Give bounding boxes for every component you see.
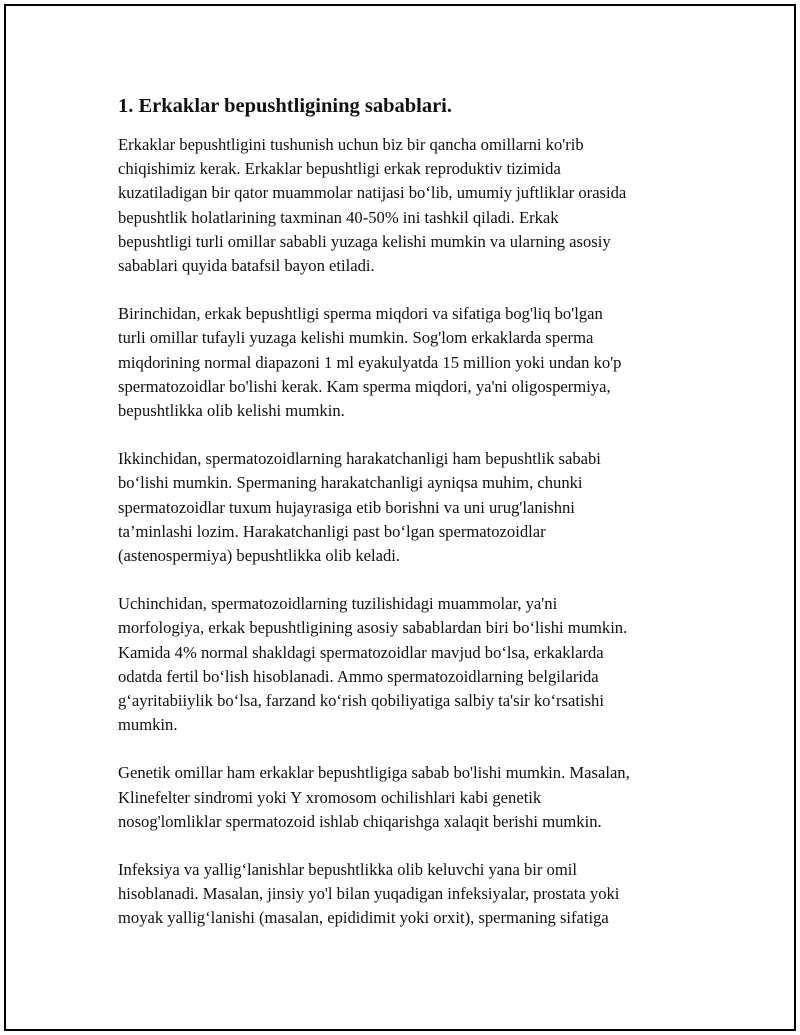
text-line: Birinchidan, erkak bepushtligi sperma miqdori va sifatiga bog'liq bo'lgan (118, 304, 603, 324)
text-line: bepushtlikka olib kelishi mumkin. (118, 401, 345, 421)
text-line: kuzatiladigan bir qator muammolar natijasi bo‘lib, umumiy juftliklar orasida (118, 183, 627, 203)
text-line: bo‘lishi mumkin. Spermaning harakatchanligi ayniqsa muhim, chunki (118, 473, 583, 493)
text-line: bepushtligi turli omillar sababli yuzaga kelishi mumkin va ularning asosiy (118, 231, 611, 251)
text-line: Uchinchidan, spermatozoidlarning tuzilishidagi muammolar, ya'ni (118, 594, 558, 614)
text-line: morfologiya, erkak bepushtligining asosiy sabablardan biri bo‘lishi mumkin. (118, 618, 628, 638)
paragraph (118, 761, 718, 834)
paragraph (118, 302, 718, 423)
text-line: (astenospermiya) bepushtlikka olib keladi. (118, 546, 401, 566)
text-line: odatda fertil bo‘lish hisoblanadi. Ammo spermatozoidlarning belgilarida (118, 666, 599, 686)
text-line: nosog'lomliklar spermatozoid ishlab chiqarishga xalaqit berishi mumkin. (118, 811, 602, 831)
text-line: Klinefelter sindromi yoki Y xromosom ochilishlari kabi genetik (118, 787, 542, 807)
paragraph (118, 592, 718, 737)
text-line: spermatozoidlar tuxum hujayrasiga etib borishni va uni urug'lanishni (118, 497, 575, 517)
text-line: Ikkinchidan, spermatozoidlarning harakatchanligi ham bepushtlik sababi (118, 449, 601, 469)
text-line: chiqishimiz kerak. Erkaklar bepushtligi erkak reproduktiv tizimida (118, 159, 561, 179)
text-line: mumkin. (118, 715, 178, 735)
text-line: hisoblanadi. Masalan, jinsiy yo'l bilan yuqadigan infeksiyalar, prostata yoki (118, 884, 620, 904)
text-line: Genetik omillar ham erkaklar bepushtligiga sabab bo'lishi mumkin. Masalan, (118, 763, 630, 783)
paragraph (118, 447, 718, 568)
paragraph-list (118, 133, 718, 931)
text-line: miqdorining normal diapazoni 1 ml eyakulyatda 15 million yoki undan ko'p (118, 352, 622, 372)
section-heading: 1. Erkaklar bepushtligining sabablari. (118, 95, 452, 117)
text-line: Infeksiya va yallig‘lanishlar bepushtlikka olib keluvchi yana bir omil (118, 860, 577, 880)
text-line: Kamida 4% normal shakldagi spermatozoidlar mavjud bo‘lsa, erkaklarda (118, 642, 604, 662)
paragraph (118, 133, 718, 278)
text-line: moyak yallig‘lanishi (masalan, epididimit yoki orxit), spermaning sifatiga (118, 908, 609, 928)
document-body (118, 92, 718, 955)
text-line: g‘ayritabiiylik bo‘lsa, farzand ko‘rish qobiliyatiga salbiy ta'sir ko‘rsatishi (118, 691, 604, 711)
text-line: sabablari quyida batafsil bayon etiladi. (118, 256, 375, 276)
text-line: turli omillar tufayli yuzaga kelishi mumkin. Sog'lom erkaklarda sperma (118, 328, 594, 348)
text-line: Erkaklar bepushtligini tushunish uchun biz bir qancha omillarni ko'rib (118, 135, 584, 154)
paragraph (118, 858, 718, 931)
text-line: bepushtlik holatlarining taxminan 40-50% ini tashkil qiladi. Erkak (118, 207, 559, 227)
text-line: ta’minlashi lozim. Harakatchanligi past bo‘lgan spermatozoidlar (118, 521, 546, 541)
text-line: spermatozoidlar bo'lishi kerak. Kam sperma miqdori, ya'ni oligospermiya, (118, 376, 611, 396)
